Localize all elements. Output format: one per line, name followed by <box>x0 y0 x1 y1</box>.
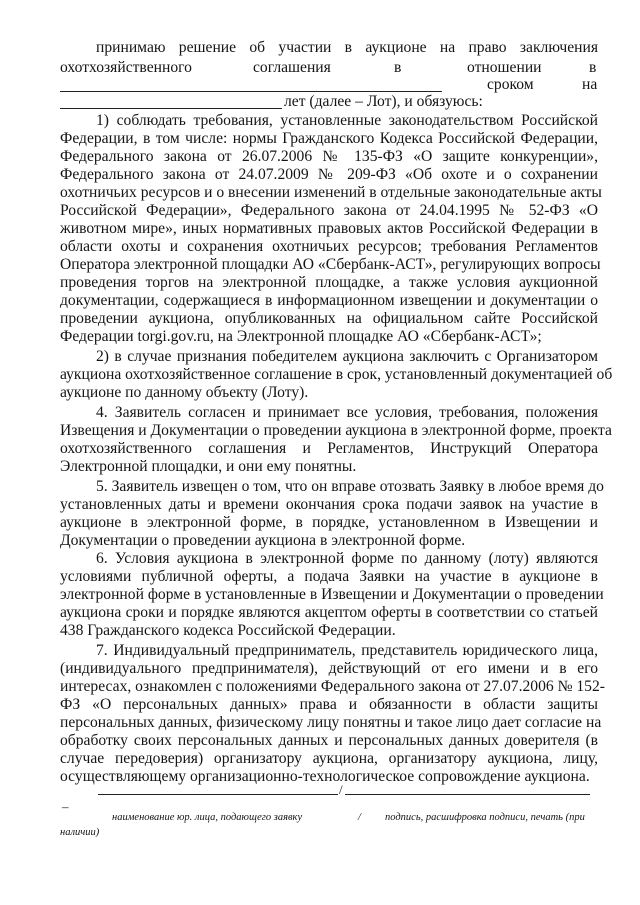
paragraph-line: 6. Условия аукциона в электронной форме по данному (лоту) являются <box>96 550 598 567</box>
paragraph-line: аукциона сроки и порядке являются акцептом оферты в соответствии со статьей <box>60 604 598 621</box>
intro-word: на <box>582 76 598 93</box>
caption-signature: подпись, расшифровка подписи, печать (при <box>385 812 585 823</box>
intro-word: соглашения <box>253 59 331 76</box>
caption-organization: наименование юр. лица, подающего заявку <box>112 812 303 823</box>
blank-field-territory[interactable] <box>60 91 442 92</box>
paragraph-line: Электронной площадки, и они ему понятны. <box>60 458 357 475</box>
signature-slash: / <box>339 782 343 797</box>
intro-word: сроком <box>487 76 534 93</box>
paragraph-line: (индивидуального предпринимателя), действующий от его имени и в его <box>60 660 598 677</box>
paragraph-line: области охоты и сохранения охотничьих ресурсов; требования Регламентов <box>60 238 598 255</box>
paragraph-line: 2) в случае признания победителем аукциона заключить с Организатором <box>96 348 598 365</box>
paragraph-line: Извещения и Документации о проведении аукциона в электронной форме, проекта <box>60 422 612 439</box>
paragraph-line: Федерального закона от 26.07.2006 № 135-ФЗ «О защите конкуренции», <box>60 148 598 165</box>
paragraph-line: 5. Заявитель извещен о том, что он вправе отозвать Заявку в любое время до <box>96 478 604 495</box>
paragraph-line: 7. Индивидуальный предприниматель, представитель юридического лица, <box>96 642 598 659</box>
paragraph-line: электронной форме в установленные в Извещении и Документации о проведении <box>60 586 604 603</box>
paragraph-line: проведения торгов на электронной площадке, а также условия аукционной <box>60 274 598 291</box>
paragraph-line: аукционе в электронной форме, в порядке, установленном в Извещении и <box>60 514 598 531</box>
paragraph-line: аукциона охотхозяйственное соглашение в срок, установленный документацией об <box>60 366 613 383</box>
paragraph-line: ФЗ «О персональных данных» права и обязанности в области защиты <box>60 696 598 713</box>
paragraph-line: интересах, ознакомлен с положениями Федерального закона от 27.07.2006 № 152- <box>60 678 605 695</box>
intro-word: в <box>589 59 597 76</box>
paragraph-line: 438 Гражданского кодекса Российской Федерации. <box>60 622 396 639</box>
paragraph-line: животном мире», иных нормативных правовых актов Российской Федерации в <box>60 220 598 237</box>
paragraph-line: осуществляющему организационно-технологическое сопровождение аукциона. <box>60 768 590 785</box>
paragraph-line: 4. Заявитель согласен и принимает все условия, требования, положения <box>96 404 598 421</box>
paragraph-line: условиями публичной оферты, а подача Заявки на участие в аукционе в <box>60 568 598 585</box>
intro-word: охотхозяйственного <box>60 59 192 76</box>
signature-dash: – <box>62 799 69 814</box>
caption-separator: / <box>358 812 361 823</box>
intro-line-4: лет (далее – Лот), и обязуюсь: <box>284 93 483 110</box>
paragraph-line: проведении аукциона, опубликованных на официальном сайте Российской <box>60 310 598 327</box>
paragraph-line: Оператора электронной площадки АО «Сбербанк-АСТ», регулирующих вопросы <box>60 256 601 273</box>
paragraph-line: Федерального закона от 24.07.2009 № 209-ФЗ «Об охоте и о сохранении <box>60 166 598 183</box>
intro-line-1: принимаю решение об участии в аукционе на право заключения <box>96 39 598 56</box>
intro-word: в <box>394 59 402 76</box>
paragraph-line: 1) соблюдать требования, установленные законодательством Российской <box>96 112 598 129</box>
signature-field-signature[interactable] <box>345 794 590 795</box>
intro-word: отношении <box>467 59 542 76</box>
paragraph-line: Федерации torgi.gov.ru, на Электронной площадке АО «Сбербанк-АСТ»; <box>60 328 542 345</box>
paragraph-line: Федерации, в том числе: нормы Гражданского Кодекса Российской Федерации, <box>60 130 598 147</box>
blank-field-term[interactable] <box>60 108 282 109</box>
paragraph-line: Документации о проведении аукциона в электронной форме. <box>60 532 466 549</box>
paragraph-line: обработку своих персональных данных и персональных данных доверителя (в <box>60 732 598 749</box>
signature-field-organization[interactable] <box>98 794 338 795</box>
caption-signature-continued: наличии) <box>60 827 100 838</box>
paragraph-line: установленных даты и времени окончания срока подачи заявок на участие в <box>60 496 598 513</box>
paragraph-line: охотничьих ресурсов и о внесении изменений в отдельные законодательные акты <box>60 184 602 201</box>
paragraph-line: охотхозяйственного соглашения и Регламентов, Инструкций Оператора <box>60 440 598 457</box>
paragraph-line: документации, содержащиеся в информационном извещении и документации о <box>60 292 598 309</box>
paragraph-line: Российской Федерации», Федерального закона от 24.04.1995 № 52-ФЗ «О <box>60 202 598 219</box>
paragraph-line: случае передоверия) организатору аукциона, организатору аукциона, лицу, <box>60 750 598 767</box>
paragraph-line: персональных данных, физическому лицу понятны и такое лицо дает согласие на <box>60 714 602 731</box>
paragraph-line: аукционе по данному объекту (Лоту). <box>60 384 309 401</box>
